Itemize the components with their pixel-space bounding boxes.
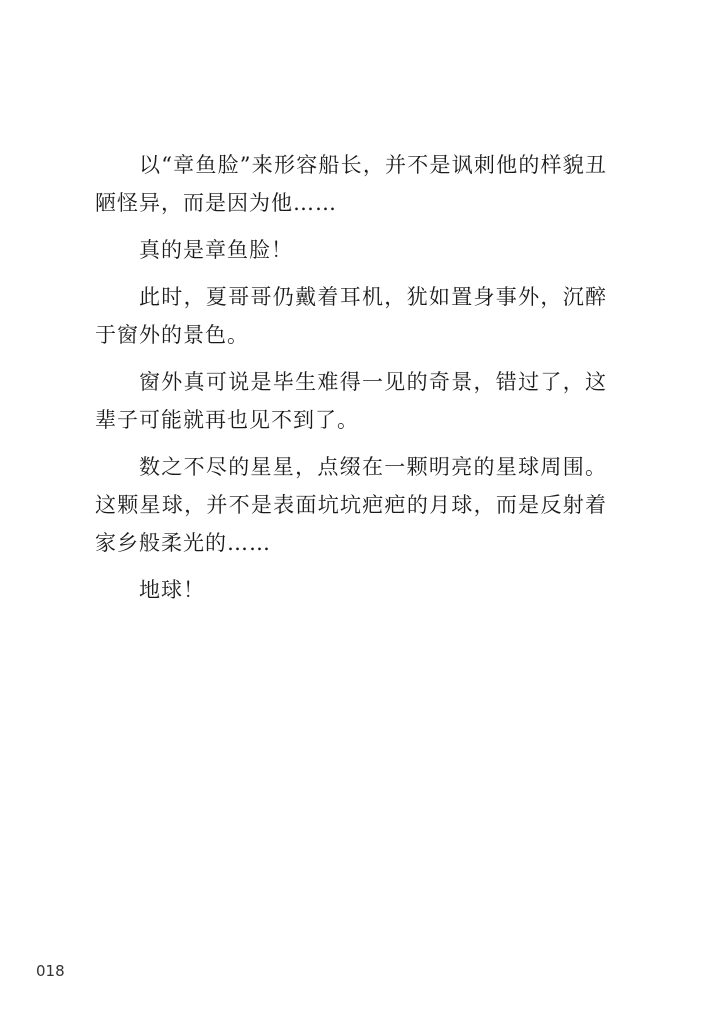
paragraph-4: 窗外真可说是毕生难得一见的奇景，错过了，这辈子可能就再也见不到了。 — [95, 370, 607, 432]
paragraph-2: 真的是章鱼脸！ — [139, 238, 293, 262]
paragraph-5: 数之不尽的星星，点缀在一颗明亮的星球周围。这颗星球，并不是表面坑坑疤疤的月球，而是反射着家乡般柔光的…… — [95, 455, 607, 555]
paragraph-6: 地球！ — [139, 578, 205, 602]
paragraph-3: 此时，夏哥哥仍戴着耳机，犹如置身事外，沉醉于窗外的景色。 — [95, 285, 607, 347]
page-number: 018 — [36, 962, 65, 980]
paragraph-1: 以“章鱼脸”来形容船长，并不是讽刺他的样貌丑陋怪异，而是因为他…… — [95, 153, 607, 215]
body-text — [95, 146, 607, 618]
